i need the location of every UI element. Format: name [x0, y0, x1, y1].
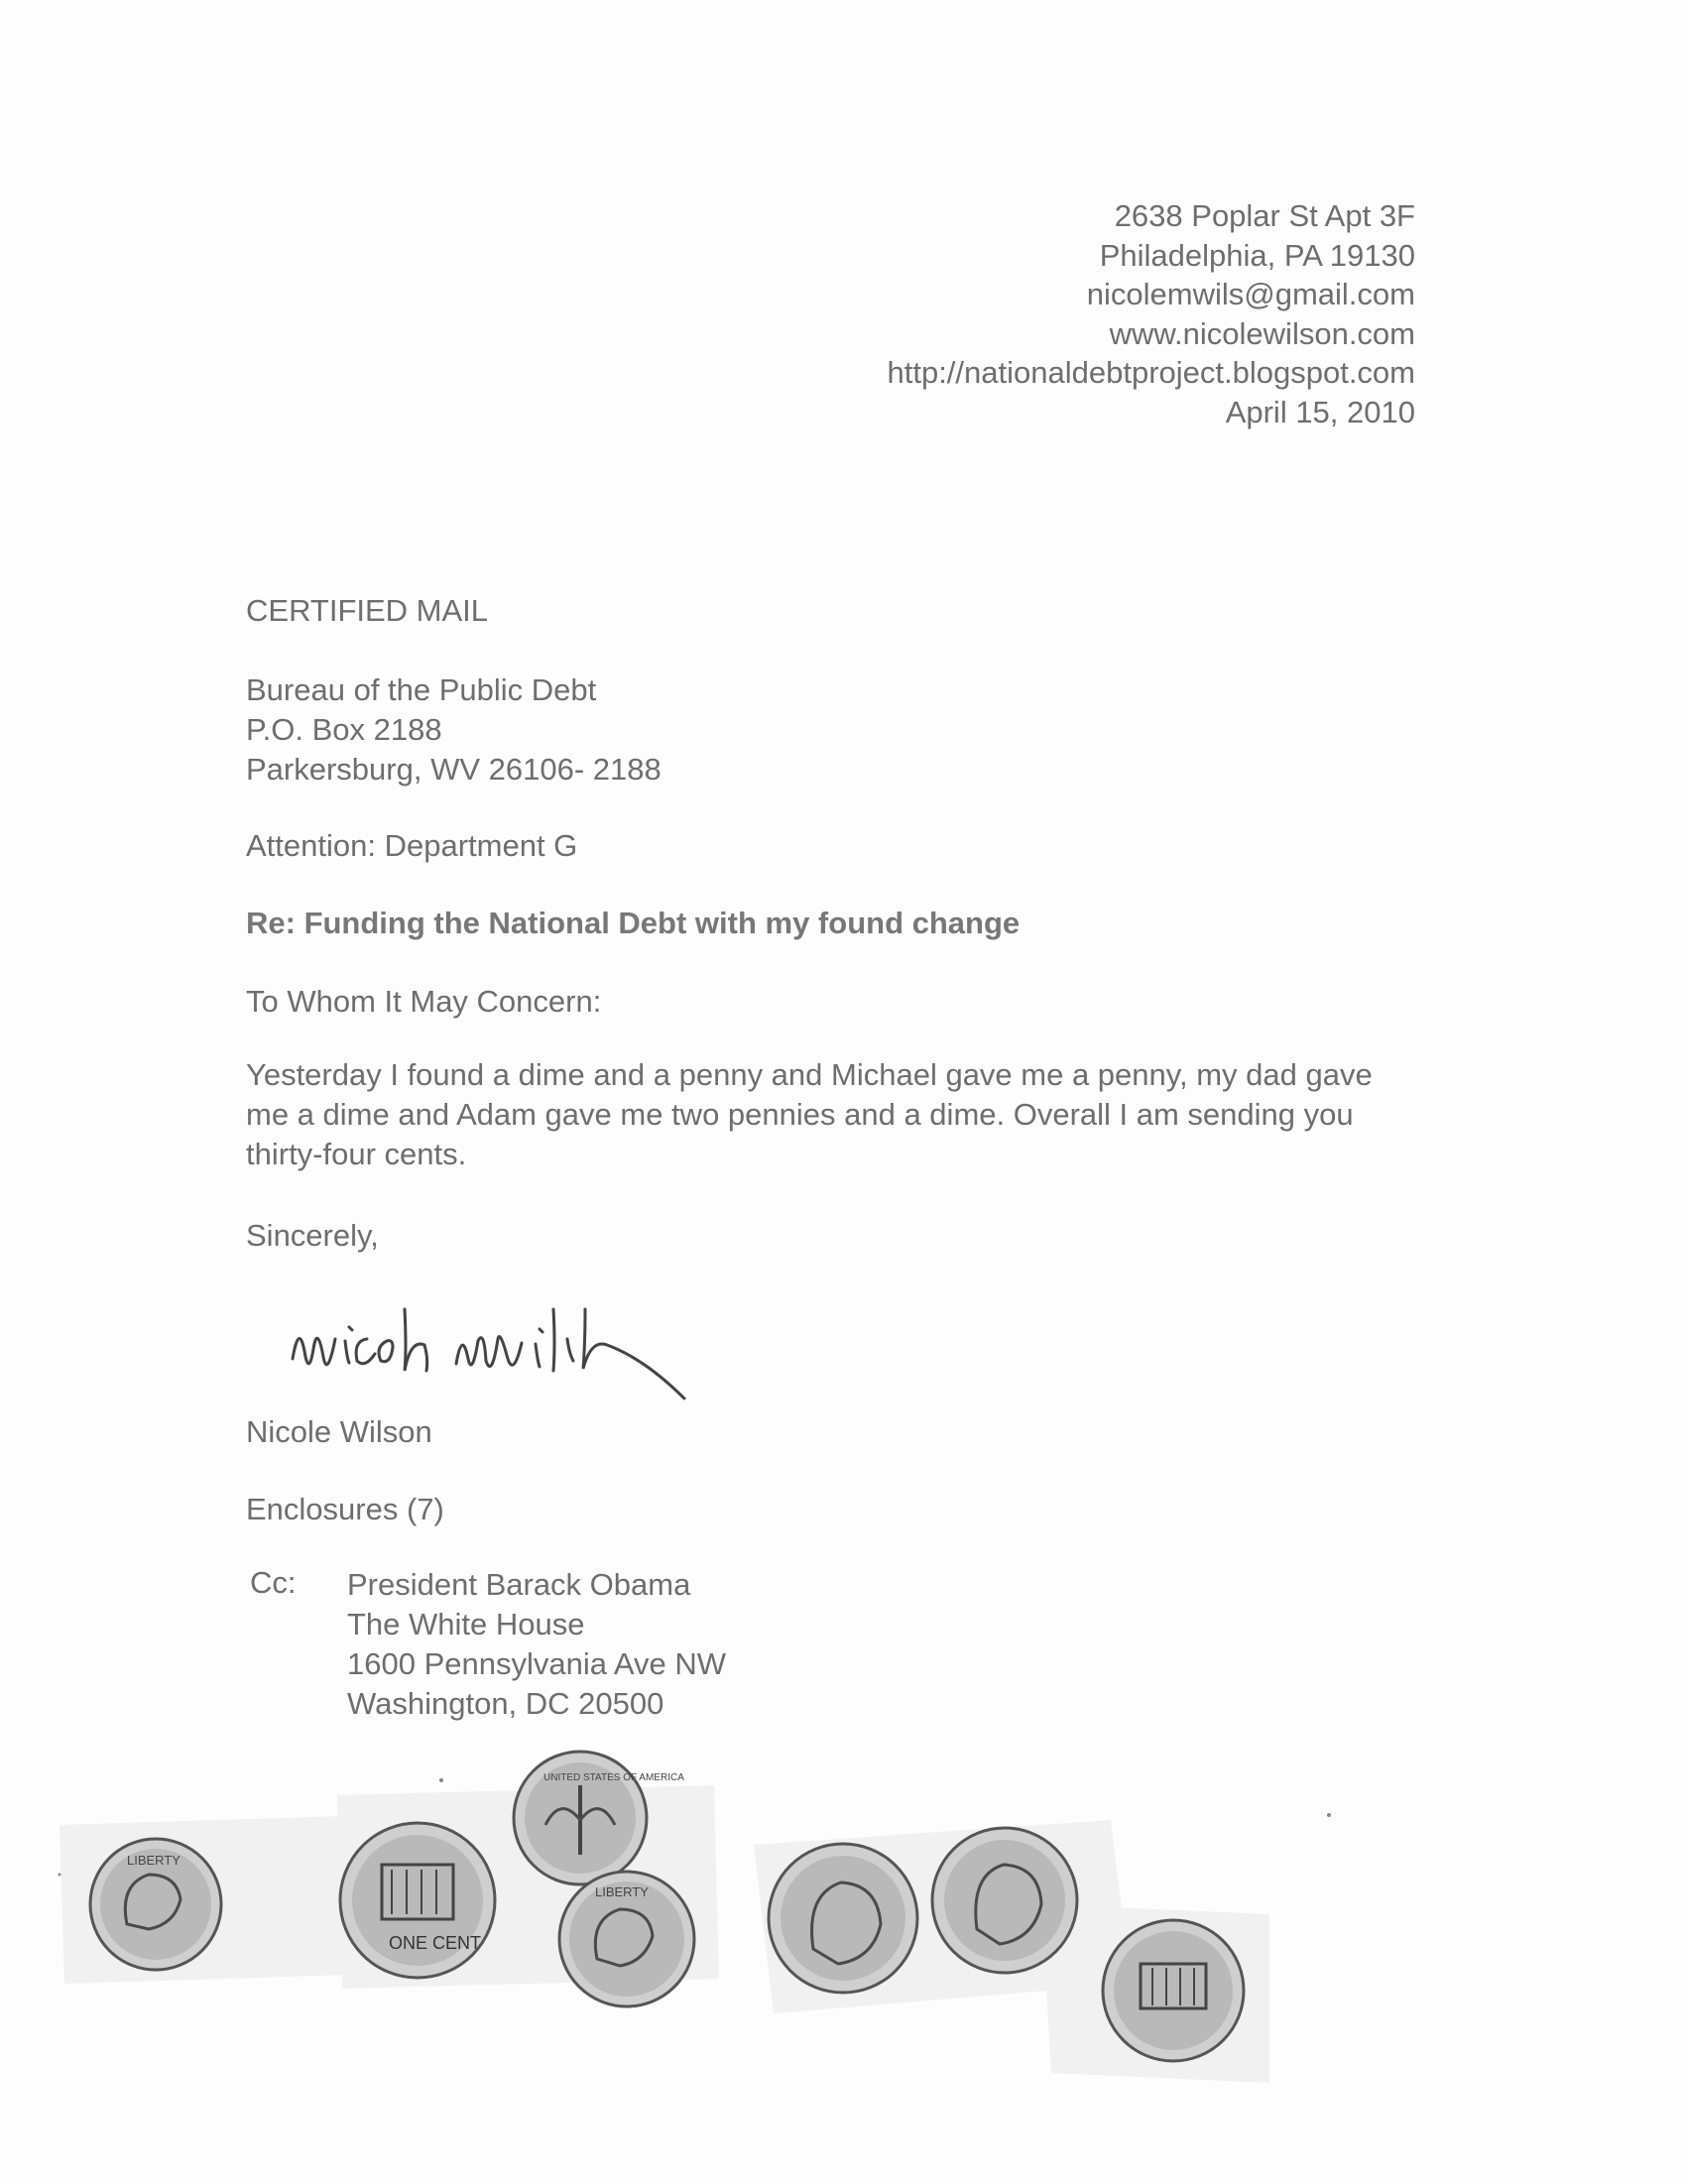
sender-street: 2638 Poplar St Apt 3F — [1114, 198, 1415, 233]
sender-email: nicolemwils@gmail.com — [1086, 277, 1415, 311]
letter-body: Yesterday I found a dime and a penny and Michael gave me a penny, my dad gave me a dime and Adam gave me two pennies and a dime. Overall I am sending you thirty-four cents. — [246, 1057, 1373, 1171]
dime-coin — [559, 1872, 694, 2006]
sender-blog: http://nationaldebtproject.blogspot.com — [887, 355, 1415, 390]
handwritten-signature — [288, 1299, 803, 1418]
cc-name: President Barack Obama — [347, 1567, 691, 1602]
coin-legend: UNITED STATES OF AMERICA — [543, 1772, 684, 1783]
cc-address-block — [347, 1565, 726, 1724]
signer-name: Nicole Wilson — [246, 1414, 432, 1449]
coin-legend: LIBERTY — [127, 1853, 181, 1868]
subject-line: Re: Funding the National Debt with my found change — [246, 906, 1021, 940]
closing: Sincerely, — [246, 1218, 379, 1253]
recipient-name: Bureau of the Public Debt — [246, 672, 597, 707]
mail-type: CERTIFIED MAIL — [246, 593, 489, 628]
penny-coin — [1103, 1920, 1244, 2061]
sender-address-block — [887, 196, 1415, 431]
coin-legend: ONE CENT — [389, 1933, 482, 1953]
coin-legend: LIBERTY — [595, 1884, 649, 1899]
cc-label: Cc: — [250, 1565, 297, 1600]
cc-street: 1600 Pennsylvania Ave NW — [347, 1646, 726, 1681]
cc-city: Washington, DC 20500 — [347, 1686, 664, 1721]
recipient-address-block — [246, 670, 662, 789]
dime-coin — [90, 1839, 221, 1970]
attention-line: Attention: Department G — [246, 828, 578, 863]
cc-org: The White House — [347, 1607, 585, 1641]
enclosures-line: Enclosures (7) — [246, 1492, 444, 1526]
recipient-po-box: P.O. Box 2188 — [246, 712, 442, 747]
sender-website: www.nicolewilson.com — [1109, 315, 1415, 351]
letter-date: April 15, 2010 — [1225, 394, 1415, 429]
sender-city: Philadelphia, PA 19130 — [1099, 237, 1415, 273]
taped-coins — [0, 1726, 1686, 2184]
recipient-city: Parkersburg, WV 26106- 2188 — [246, 752, 662, 787]
salutation: To Whom It May Concern: — [246, 984, 602, 1019]
penny-coin — [932, 1828, 1077, 1973]
penny-coin — [340, 1823, 495, 1978]
penny-coin — [769, 1844, 917, 1993]
